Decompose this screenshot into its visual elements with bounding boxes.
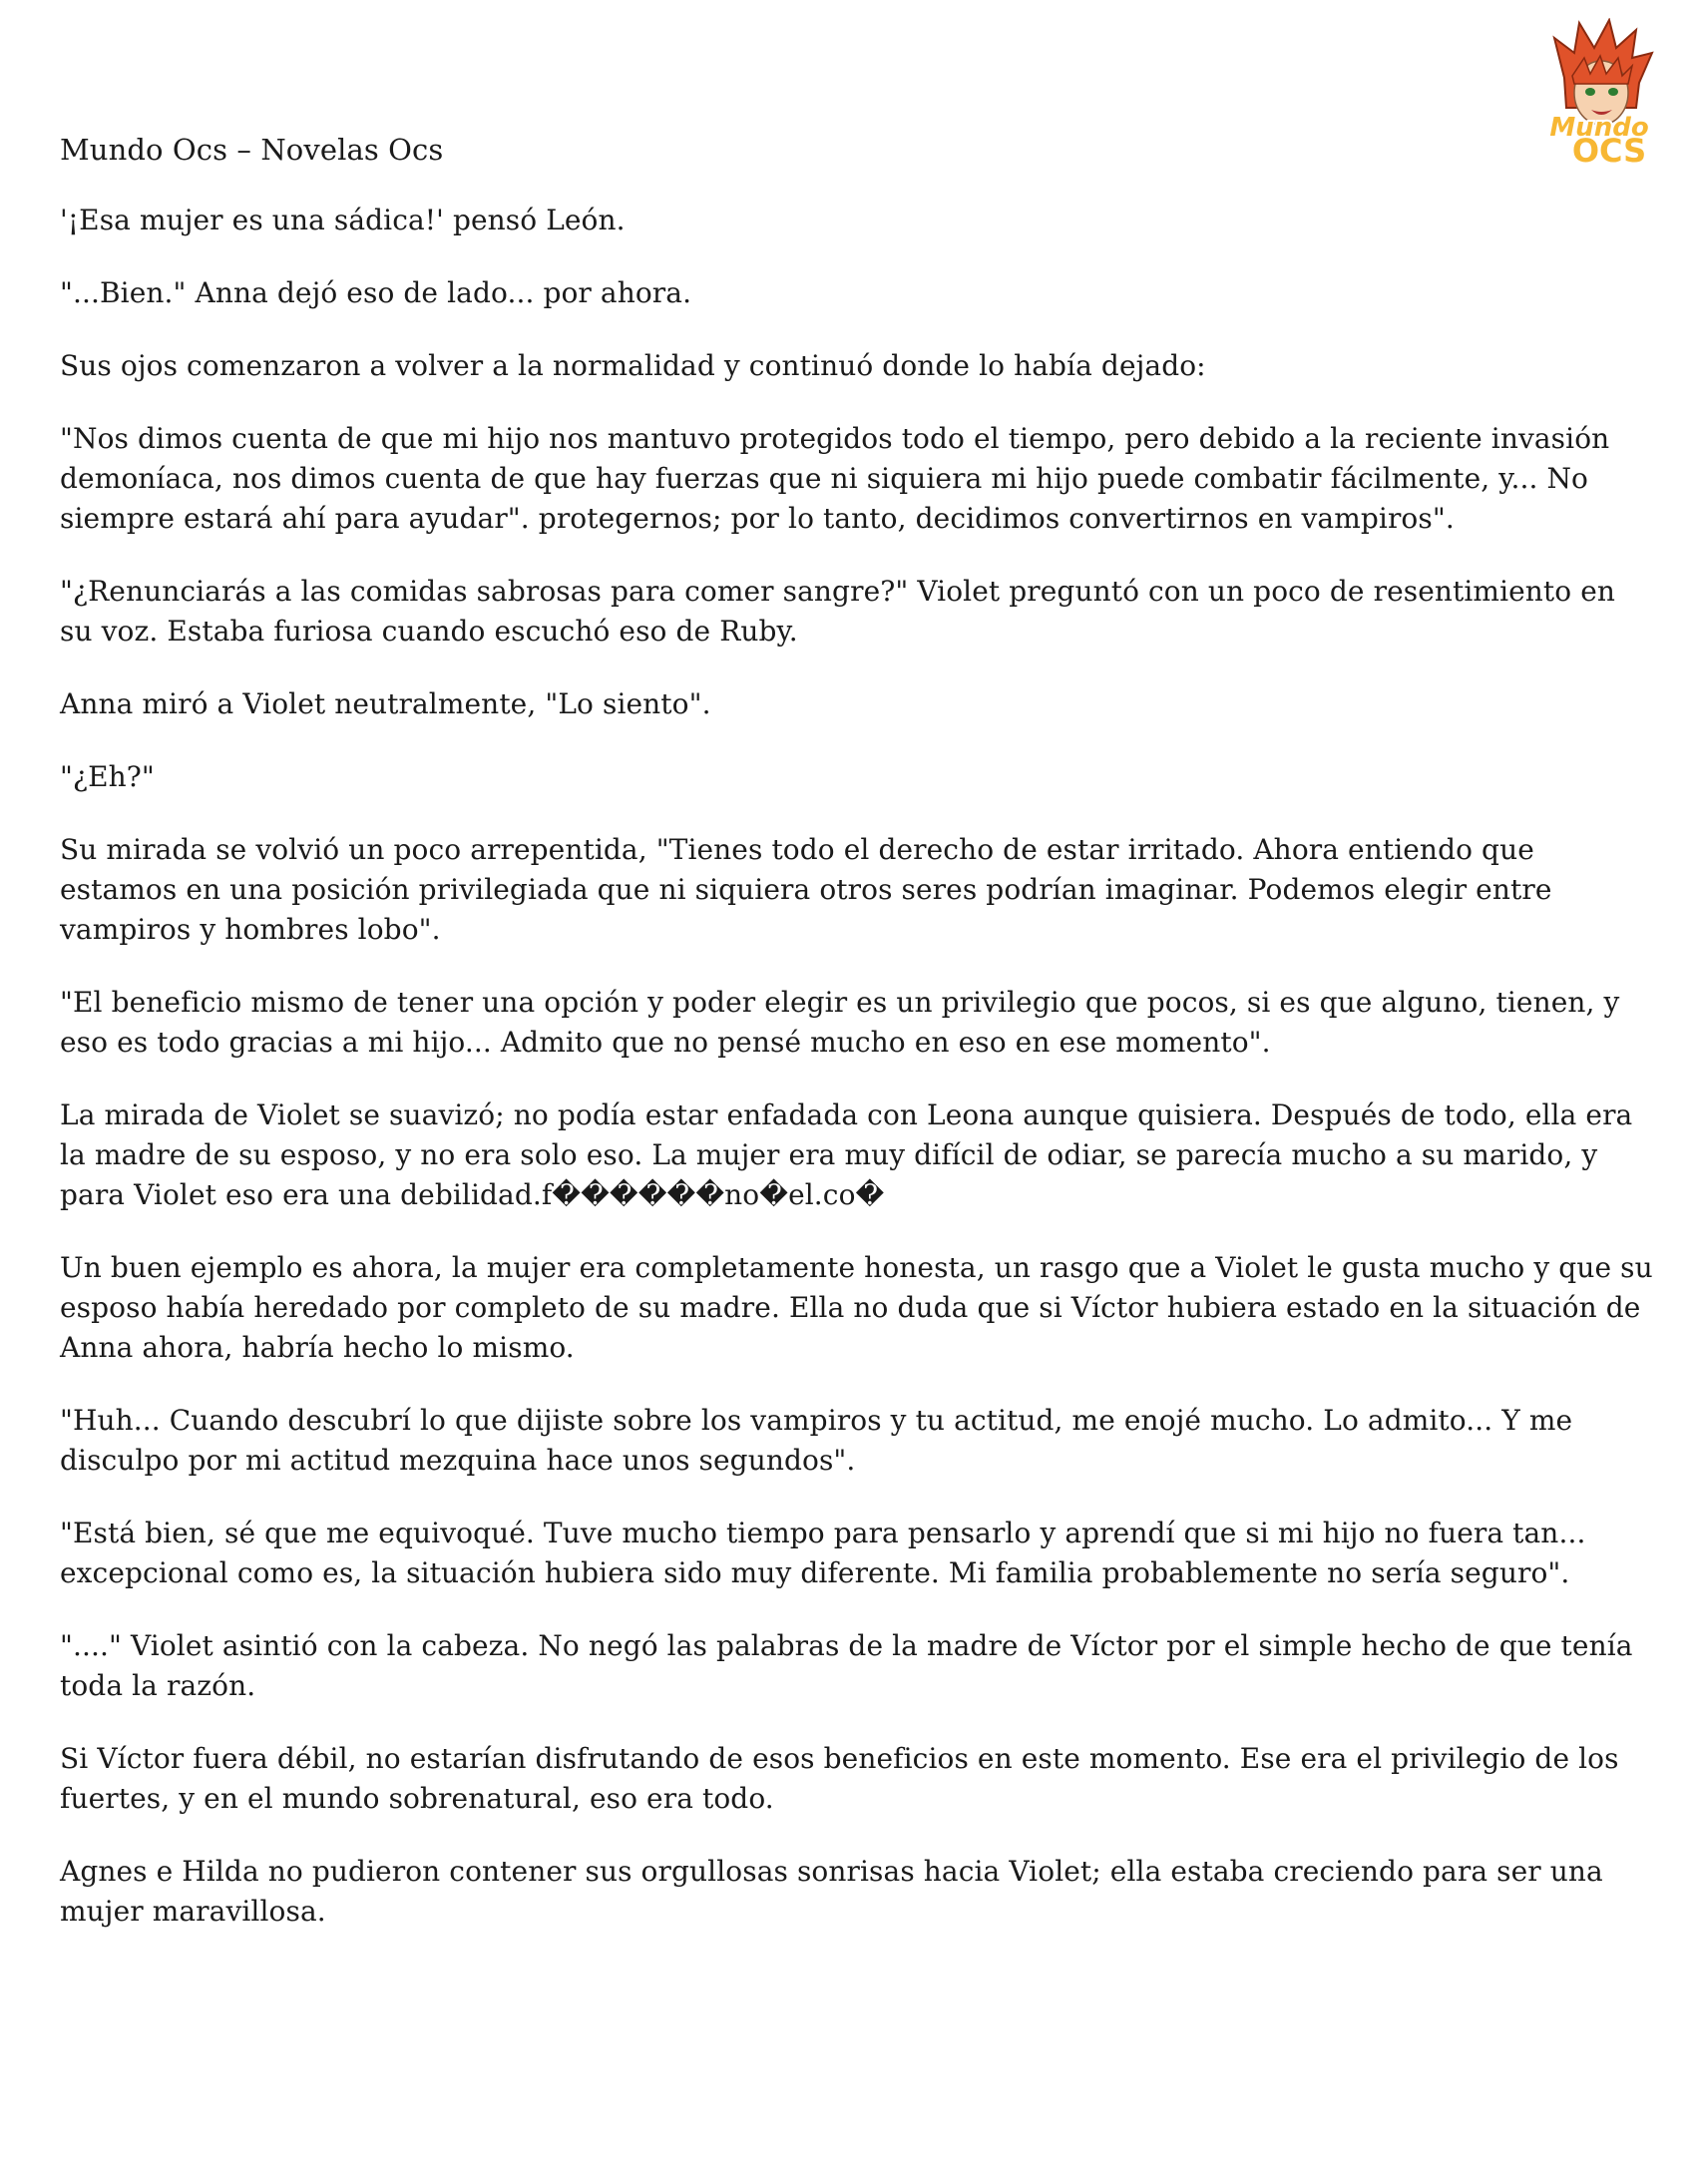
- paragraph: "...." Violet asintió con la cabeza. No negó las palabras de la madre de Víctor por el simple hecho de que tenía toda la razón.: [60, 1629, 1633, 1702]
- paragraph: "Nos dimos cuenta de que mi hijo nos mantuvo protegidos todo el tiempo, pero debido a la reciente invasión demoníaca, nos dimos cuenta de que hay fuerzas que ni siquiera mi hijo puede combatir fácilmente, y... No siempre estará ahí para ayudar". protegernos; por lo tanto, decidimos convertirnos en vampiros".: [60, 422, 1610, 535]
- paragraph: '¡Esa mujer es una sádica!' pensó León.: [60, 204, 626, 236]
- paragraph: Anna miró a Violet neutralmente, "Lo siento".: [60, 687, 711, 720]
- document-header: Mundo Ocs – Novelas Ocs: [60, 133, 444, 167]
- document-body: [60, 130, 1656, 1965]
- paragraph: "El beneficio mismo de tener una opción y poder elegir es un privilegio que pocos, si es que alguno, tienen, y eso es todo gracias a mi hijo... Admito que no pensé mucho en eso en ese momento".: [60, 986, 1620, 1059]
- paragraph: La mirada de Violet se suavizó; no podía estar enfadada con Leona aunque quisiera. Después de todo, ella era la madre de su esposo, y no era solo eso. La mujer era muy difícil de odiar, se parecía mucho a su marido, y para Violet eso era una debilidad.f������no�el.co�: [60, 1098, 1633, 1211]
- paragraph: Su mirada se volvió un poco arrepentida, "Tienes todo el derecho de estar irritado. Ahora entiendo que estamos en una posición privilegiada que ni siquiera otros seres podrían imaginar. Podemos elegir entre vampiros y hombres lobo".: [60, 833, 1552, 946]
- paragraph: "...Bien." Anna dejó eso de lado... por ahora.: [60, 276, 692, 309]
- paragraph: "¿Renunciarás a las comidas sabrosas para comer sangre?" Violet preguntó con un poco de resentimiento en su voz. Estaba furiosa cuando escuchó eso de Ruby.: [60, 575, 1616, 648]
- paragraph: "Está bien, sé que me equivoqué. Tuve mucho tiempo para pensarlo y aprendí que si mi hijo no fuera tan... excepcional como es, la situación hubiera sido muy diferente. Mi familia probablemente no sería seguro".: [60, 1517, 1586, 1589]
- paragraph: "Huh... Cuando descubrí lo que dijiste sobre los vampiros y tu actitud, me enojé mucho. Lo admito... Y me disculpo por mi actitud mezquina hace unos segundos".: [60, 1404, 1573, 1477]
- logo-text-ocs: OCS: [1571, 132, 1647, 168]
- paragraph: "¿Eh?": [60, 760, 155, 793]
- paragraph: Un buen ejemplo es ahora, la mujer era completamente honesta, un rasgo que a Violet le gusta mucho y que su esposo había heredado por completo de su madre. Ella no duda que si Víctor hubiera estado en la situación de Anna ahora, habría hecho lo mismo.: [60, 1251, 1653, 1364]
- logo-text-mundo: Mundo: [1549, 113, 1649, 143]
- logo-left-eye: [1585, 88, 1595, 96]
- paragraph: Si Víctor fuera débil, no estarían disfrutando de esos beneficios en este momento. Ese era el privilegio de los fuertes, y en el mundo sobrenatural, eso era todo.: [60, 1742, 1619, 1815]
- logo-right-eye: [1608, 88, 1618, 96]
- paragraph: Sus ojos comenzaron a volver a la normalidad y continuó donde lo había dejado:: [60, 349, 1206, 382]
- paragraph: Agnes e Hilda no pudieron contener sus orgullosas sonrisas hacia Violet; ella estaba creciendo para ser una mujer maravillosa.: [60, 1855, 1603, 1928]
